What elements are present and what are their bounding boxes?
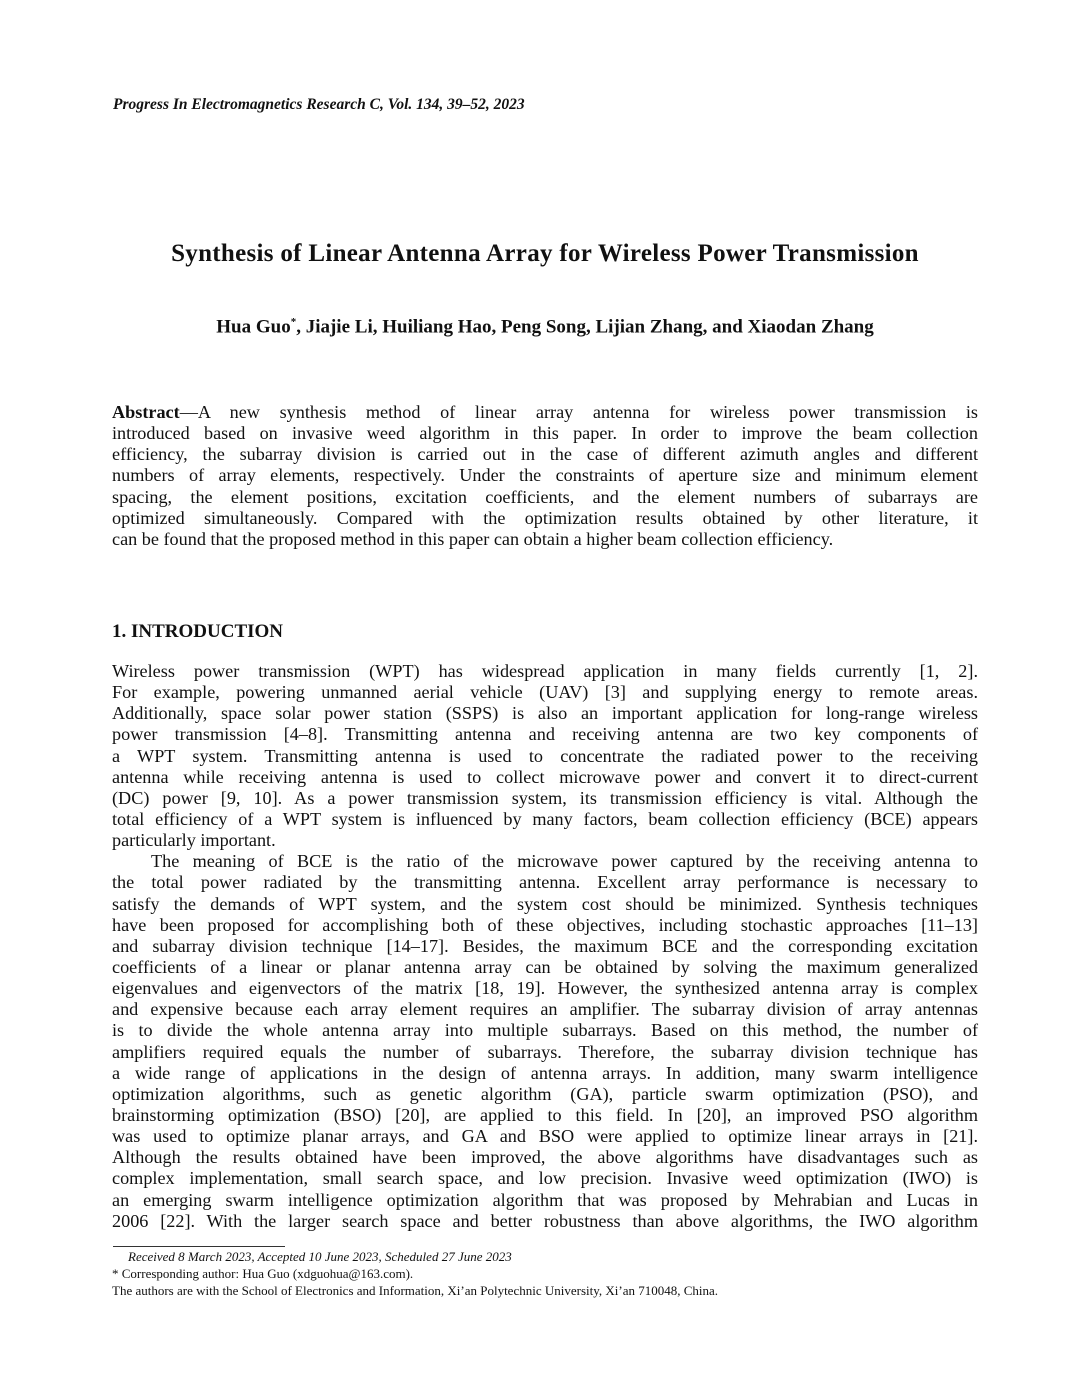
paragraph-line: an emerging swarm intelligence optimization algorithm that was proposed by Mehrabian and Lucas in xyxy=(112,1189,978,1210)
paragraph-line: is to divide the whole antenna array into multiple subarrays. Based on this method, the number of xyxy=(112,1020,978,1041)
paragraph-line: a wide range of applications in the design of antenna arrays. In addition, many swarm intelligence xyxy=(112,1062,978,1083)
paragraph-line: a WPT system. Transmitting antenna is used to concentrate the radiated power to the receiving xyxy=(112,745,978,766)
paragraph-line: and expensive because each array element requires an amplifier. The subarray division of array antennas xyxy=(112,999,978,1020)
paragraph-line: brainstorming optimization (BSO) [20], are applied to this field. In [20], an improved PSO algorithm xyxy=(112,1104,978,1125)
paragraph-line: Wireless power transmission (WPT) has widespread application in many fields currently [1, 2]. xyxy=(112,661,978,681)
abstract-line: spacing, the element positions, excitation coefficients, and the element numbers of subarrays are xyxy=(112,486,978,507)
abstract-line: can be found that the proposed method in this paper can obtain a higher beam collection efficiency. xyxy=(112,528,834,549)
received-dates: Received 8 March 2023, Accepted 10 June 2023, Scheduled 27 June 2023 xyxy=(128,1249,512,1264)
paragraph-line: optimization algorithms, such as genetic algorithm (GA), particle swarm optimization (PSO), and xyxy=(112,1083,978,1104)
author-rest: , Jiajie Li, Huiliang Hao, Peng Song, Lijian Zhang, and Xiaodan Zhang xyxy=(296,316,874,338)
paragraph-line: coefficients of a linear or planar antenna array can be obtained by solving the maximum generalized xyxy=(112,956,978,977)
paragraph-line: complex implementation, small search space, and low precision. Invasive weed optimization (IWO) is xyxy=(112,1168,978,1189)
paragraph-line: the total power radiated by the transmitting antenna. Excellent array performance is necessary to xyxy=(112,872,978,893)
journal-header: Progress In Electromagnetics Research C, Vol. 134, 39–52, 2023 xyxy=(113,96,525,113)
paragraph-line: and subarray division technique [14–17]. Besides, the maximum BCE and the corresponding excitation xyxy=(112,935,978,956)
paper-title: Synthesis of Linear Antenna Array for Wireless Power Transmission xyxy=(171,240,919,267)
paragraph-line: total efficiency of a WPT system is influenced by many factors, beam collection efficiency (BCE) appears xyxy=(112,808,978,829)
abstract-label: Abstract xyxy=(112,402,180,422)
footnote-rule xyxy=(113,1246,285,1247)
paragraph-line: was used to optimize planar arrays, and GA and BSO were applied to optimize linear arrays in [21]. xyxy=(112,1126,978,1147)
paragraph-line: 2006 [22]. With the larger search space and better robustness than above algorithms, the IWO algorithm xyxy=(112,1210,978,1231)
paragraph-line: power transmission [4–8]. Transmitting antenna and receiving antenna are two key components of xyxy=(112,724,978,745)
paragraph-line: satisfy the demands of WPT system, and the system cost should be minimized. Synthesis techniques xyxy=(112,893,978,914)
abstract-line: optimized simultaneously. Compared with the optimization results obtained by other literature, it xyxy=(112,507,978,528)
abstract-text: —A new synthesis method of linear array antenna for wireless power transmission is xyxy=(179,402,978,422)
paragraph-line: amplifiers required equals the number of subarrays. Therefore, the subarray division technique has xyxy=(112,1041,978,1062)
abstract-line xyxy=(112,402,978,423)
corresponding-author: * Corresponding author: Hua Guo (xdguohua@163.com). xyxy=(112,1266,414,1281)
paragraph-line: Although the results obtained have been improved, the above algorithms have disadvantages such as xyxy=(112,1147,978,1168)
abstract-line: efficiency, the subarray division is carried out in the case of different azimuth angles and different xyxy=(112,444,978,465)
abstract xyxy=(112,402,978,550)
introduction-body xyxy=(112,661,978,1232)
section-heading: 1. INTRODUCTION xyxy=(112,621,284,642)
author-first: Hua Guo xyxy=(216,316,291,338)
paragraph-line: particularly important. xyxy=(112,830,276,851)
corresponding-mark: * xyxy=(290,316,297,328)
paragraph-line: The meaning of BCE is the ratio of the microwave power captured by the receiving antenna to xyxy=(151,851,978,872)
abstract-line: introduced based on invasive weed algorithm in this paper. In order to improve the beam collection xyxy=(112,423,978,444)
paragraph-line: antenna while receiving antenna is used to collect microwave power and convert it to direct-current xyxy=(112,766,978,787)
abstract-line: numbers of array elements, respectively. Under the constraints of aperture size and minimum element xyxy=(112,465,978,486)
paragraph-line: Additionally, space solar power station (SSPS) is also an important application for long-range wireless xyxy=(112,703,978,724)
affiliation: The authors are with the School of Electronics and Information, Xi’an Polytechnic University, Xi’an 710048, China. xyxy=(112,1283,719,1298)
author-list xyxy=(0,316,1080,338)
paragraph-line: (DC) power [9, 10]. As a power transmission system, its transmission efficiency is vital. Although the xyxy=(112,787,978,808)
paragraph-line: have been proposed for accomplishing both of these objectives, including stochastic approaches [11–13] xyxy=(112,914,978,935)
paragraph-line: For example, powering unmanned aerial vehicle (UAV) [3] and supplying energy to remote areas. xyxy=(112,682,978,703)
paragraph-line: eigenvalues and eigenvectors of the matrix [18, 19]. However, the synthesized antenna array is complex xyxy=(112,978,978,999)
